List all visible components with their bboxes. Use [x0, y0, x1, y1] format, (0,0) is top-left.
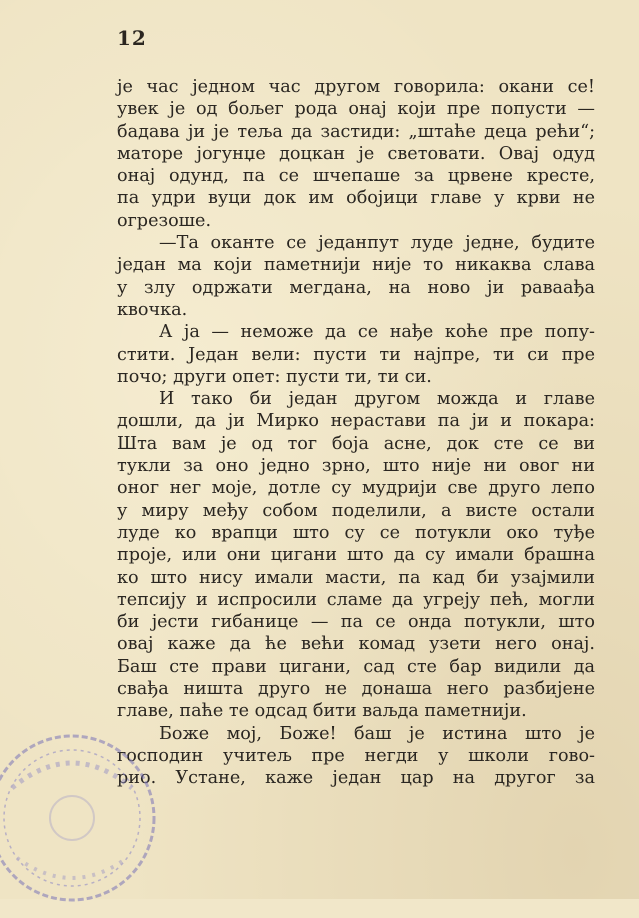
text-line: у злу одржати мегдана, на ново ји раваађа: [117, 277, 595, 298]
text-line: увек је од бољег рода онај који пре попусти —: [117, 99, 595, 120]
text-line: свађа ништа друго не донаша него разбијене: [117, 679, 595, 700]
text-line: овај каже да ће већи комад узети него онај.: [117, 634, 595, 655]
text-line: господин учитељ пре негди у школи гово-: [117, 745, 595, 766]
text-line: бадава ји је теља да застиди: „штаће деца рећи“;: [117, 121, 595, 142]
text-line: квочка.: [117, 299, 188, 320]
text-line: један ма који паметнији није то никаква слава: [117, 255, 595, 276]
text-line: огрезоше.: [117, 210, 212, 231]
text-line: тукли за оно једно зрно, што није ни овог ни: [117, 456, 595, 477]
text-line: у миру међу собом поделили, а висте остали: [117, 500, 595, 521]
body-text: [117, 76, 595, 790]
text-line: рио. Устане, каже један цар на другог за: [117, 768, 595, 789]
text-line: ко што нису имали масти, па кад би узајмили: [117, 567, 595, 588]
text-line: оног нег моје, дотле су мудрији све друго лепо: [117, 478, 595, 499]
text-line: тепсију и испросили сламе да угреју пећ, могли: [117, 589, 595, 610]
text-line: —Та оканте се једанпут луде једне, будите: [159, 233, 595, 254]
library-stamp-icon: [0, 718, 172, 918]
text-line: дошли, да ји Мирко нерастави па ји и покара:: [117, 411, 595, 432]
text-line: луде ко врапци што су се потукли око туђе: [117, 522, 595, 543]
text-line: онај одунд, па се шчепаше за црвене кресте,: [117, 166, 595, 187]
text-line: А ја — неможе да се нађе коће пре попу-: [159, 322, 595, 343]
text-line: проје, или они цигани што да су имали брашна: [117, 545, 595, 566]
text-line: па удри вуци док им обојици главе у крви не: [117, 188, 595, 209]
page-number: 12: [117, 26, 147, 50]
text-line: почо; други опет: пусти ти, ти си.: [117, 366, 432, 387]
text-line: би јести гибанице — па се онда потукли, што: [117, 612, 595, 633]
text-line: И тако би један другом можда и главе: [159, 389, 595, 410]
text-line: маторе јогунџе доцкан је световати. Овај одуд: [117, 143, 595, 164]
text-line: је час једном час другом говорила: окани се!: [117, 77, 595, 97]
text-line: Шта вам је од тог боја асне, док сте се ви: [117, 433, 595, 454]
text-line: главе, паће те одсад бити ваљда паметнији.: [117, 701, 527, 722]
text-line: Боже мој, Боже! баш је истина што је: [159, 723, 595, 744]
text-line: Баш сте прави цигани, сад сте бар видили да: [117, 656, 595, 677]
text-line: стити. Један вели: пусти ти најпре, ти си пре: [117, 344, 595, 365]
